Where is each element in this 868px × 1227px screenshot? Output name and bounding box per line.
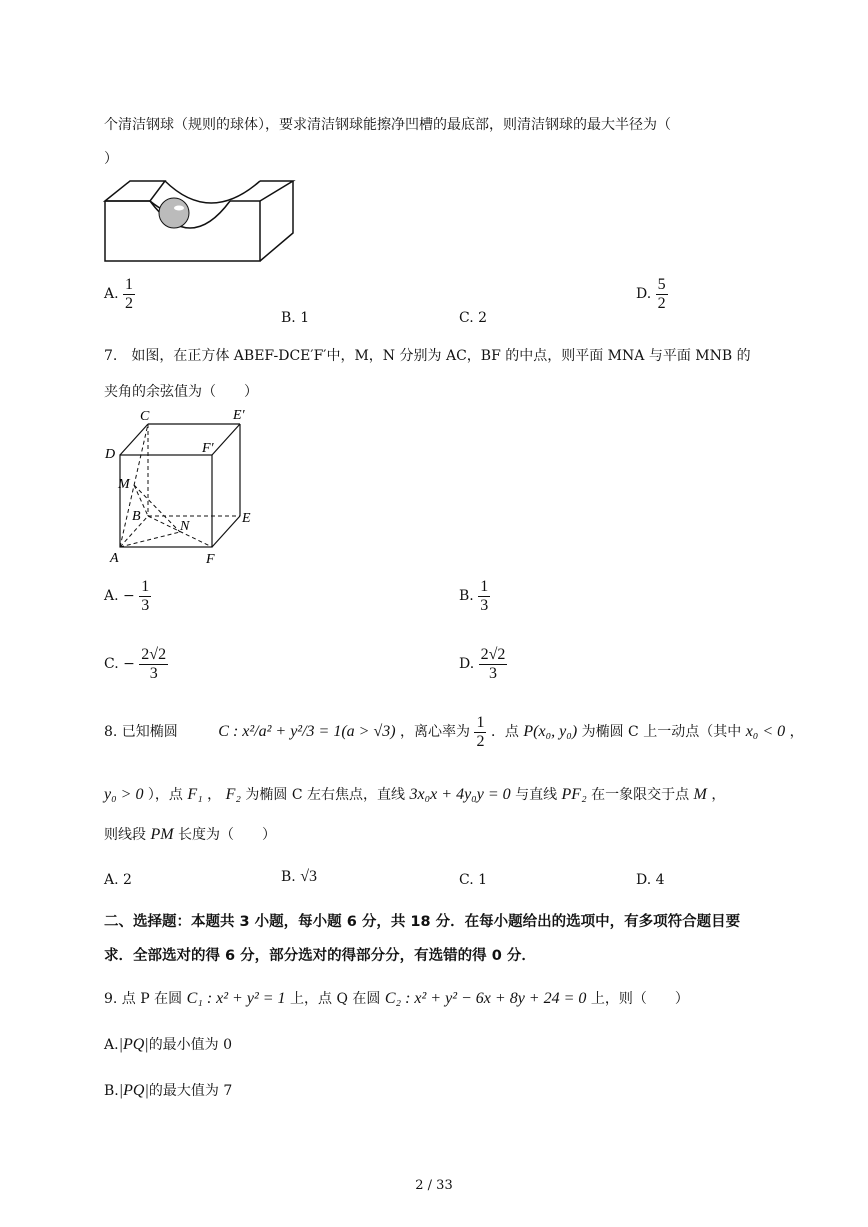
label-M: M xyxy=(118,477,130,492)
q7-option-c[interactable]: C. − $\frac{2√2}{3}$ xyxy=(104,646,167,682)
label-N: N xyxy=(180,519,190,534)
q6-option-b[interactable]: B. 1 xyxy=(281,310,310,326)
q9-option-b[interactable]: B.|PQ|的最大值为 7 xyxy=(104,1082,233,1099)
label-E-prime: E′ xyxy=(233,408,245,423)
q7-option-b[interactable]: B. $\frac{1}{3}$ xyxy=(459,578,489,614)
q6-stem-line2: ） xyxy=(104,151,118,167)
section2-heading-line1: 二、选择题：本题共 3 小题，每小题 6 分，共 18 分．在每小题给出的选项中，有多项符合题目要 xyxy=(104,914,741,930)
label-E: E xyxy=(242,511,251,526)
label-C: C xyxy=(140,409,150,424)
label-A: A xyxy=(110,551,119,566)
q6-option-c[interactable]: C. 2 xyxy=(459,310,488,326)
q8-stem-line2: y₀ > 0 ），点 F₁ ， F₂ 为椭圆 C 左右焦点，直线 3x₀x + 4y₀y = 0 与直线 PF₂ 在一象限交于点 M ， xyxy=(104,786,726,803)
q6-option-d[interactable]: D. $\frac{5}{2}$ xyxy=(636,276,666,312)
page-number: 2 / 33 xyxy=(415,1178,453,1193)
label-B: B xyxy=(132,509,141,524)
label-D: D xyxy=(105,447,116,462)
steel-ball-icon xyxy=(159,198,189,228)
q8-option-b[interactable]: B. √3 xyxy=(281,868,317,885)
q8-stem-line1: 8. 已知椭圆 C : x²/a² + y²/3 = 1(a > √3) ，离心率为 $\frac{1}{2}$ ．点 P(x₀, y₀) 为椭圆 C 上一动点（其中 x₀ < 0 ， xyxy=(104,714,804,750)
q8-option-a[interactable]: A. 2 xyxy=(104,872,132,888)
q9-option-a[interactable]: A.|PQ|的最小值为 0 xyxy=(104,1036,233,1053)
label-F-prime: F′ xyxy=(202,441,214,456)
q7-stem-line2: 夹角的余弦值为（ ） xyxy=(104,384,258,400)
q8-option-c[interactable]: C. 1 xyxy=(459,872,488,888)
q6-option-a[interactable]: A. $\frac{1}{2}$ xyxy=(104,276,134,312)
q6-stem-line1: 个清洁钢球（规则的球体），要求清洁钢球能擦净凹槽的最底部，则清洁钢球的最大半径为（ xyxy=(104,117,671,133)
cube-figure xyxy=(100,402,270,572)
label-F: F xyxy=(206,552,215,567)
q7-stem-line1: 7. 如图，在正方体 ABEF-DCE′F′中，M，N 分别为 AC，BF 的中点，则平面 MNA 与平面 MNB 的 xyxy=(104,348,751,364)
q7-option-d[interactable]: D. $\frac{2√2}{3}$ xyxy=(459,646,506,682)
q9-stem: 9. 点 P 在圆 C₁ : x² + y² = 1 上，点 Q 在圆 C₂ : x² + y² − 6x + 8y + 24 = 0 上，则（ ） xyxy=(104,990,689,1007)
groove-block-figure xyxy=(100,175,300,265)
q8-stem-line3: 则线段 PM 长度为（ ） xyxy=(104,826,277,843)
q7-option-a[interactable]: A. − $\frac{1}{3}$ xyxy=(104,578,150,614)
section2-heading-line2: 求．全部选对的得 6 分，部分选对的得部分分，有选错的得 0 分． xyxy=(104,948,536,964)
q8-option-d[interactable]: D. 4 xyxy=(636,872,665,888)
